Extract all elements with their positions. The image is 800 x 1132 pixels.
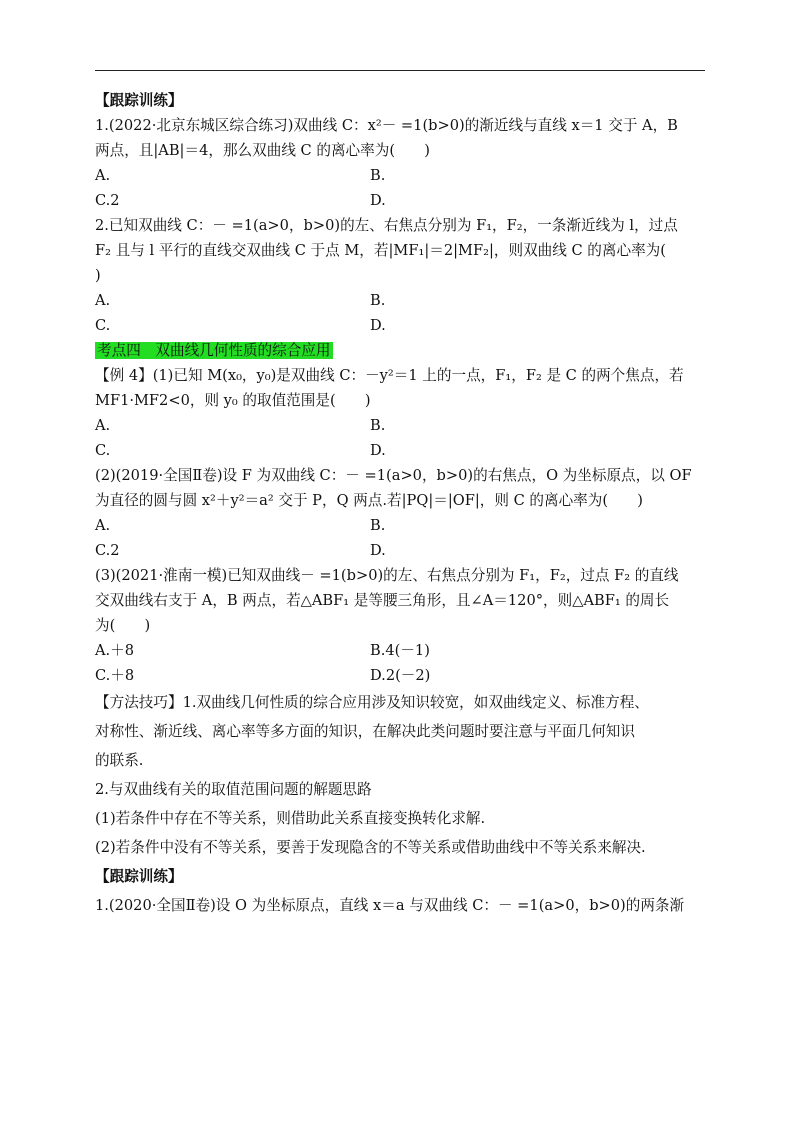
answer-options [95, 538, 707, 563]
text-line: 为( ) [95, 617, 151, 634]
option-left: A. [95, 167, 111, 184]
text-line: 1.(2020·全国Ⅱ卷)设 O 为坐标原点，直线 x＝a 与双曲线 C：－ =1(a>0，b>0)的两条渐 [95, 897, 685, 914]
option-left: C.＋8 [95, 667, 135, 684]
option-right: B. [370, 167, 386, 184]
answer-options [95, 438, 707, 463]
text-line: 对称性、渐近线、离心率等多方面的知识，在解决此类问题时要注意与平面几何知识 [95, 723, 635, 740]
answer-options [95, 188, 707, 213]
text-line: (3)(2021·淮南一模)已知双曲线－ =1(b>0)的左、右焦点分别为 F₁，F₂，过点 F₂ 的直线 [95, 567, 679, 584]
text-line: (1)若条件中存在不等关系，则借助此关系直接变换转化求解. [95, 810, 486, 827]
option-left: A. [95, 417, 111, 434]
answer-options [95, 288, 707, 313]
option-right: D.2(－2) [370, 667, 431, 684]
answer-options [95, 513, 707, 538]
option-right: D. [370, 542, 386, 559]
option-left: C. [95, 317, 111, 334]
text-line: 【例 4】(1)已知 M(x₀，y₀)是双曲线 C：－y²＝1 上的一点，F₁，F₂ 是 C 的两个焦点，若 [95, 367, 684, 384]
answer-options [95, 313, 707, 338]
text-line: MF1·MF2<0，则 y₀ 的取值范围是( ) [95, 392, 371, 409]
text-line: F₂ 且与 l 平行的直线交双曲线 C 于点 M，若|MF₁|＝2|MF₂|，则双曲线 C 的离心率为( [95, 242, 666, 259]
text-line: 为直径的圆与圆 x²＋y²＝a² 交于 P，Q 两点.若|PQ|＝|OF|，则 C 的离心率为( ) [95, 492, 643, 509]
answer-options [95, 638, 707, 663]
option-right: B. [370, 292, 386, 309]
text-line: ) [95, 267, 101, 284]
text-line: 两点，且|AB|＝4，那么双曲线 C 的离心率为( ) [95, 142, 430, 159]
option-left: C. [95, 442, 111, 459]
text-line: (2)(2019·全国Ⅱ卷)设 F 为双曲线 C：－ =1(a>0，b>0)的右焦点，O 为坐标原点，以 OF [95, 467, 692, 484]
option-left: A. [95, 517, 111, 534]
answer-options [95, 413, 707, 438]
option-left: A.＋8 [95, 642, 135, 659]
answer-options [95, 163, 707, 188]
option-right: B. [370, 417, 386, 434]
option-left: C.2 [95, 192, 120, 209]
section-label: 【跟踪训练】 [95, 92, 183, 109]
option-left: A. [95, 292, 111, 309]
header-rule [95, 70, 705, 71]
text-line: 1.(2022·北京东城区综合练习)双曲线 C：x²－ =1(b>0)的渐近线与直线 x＝1 交于 A，B [95, 117, 678, 134]
text-line: 2.已知双曲线 C：－ =1(a>0，b>0)的左、右焦点分别为 F₁，F₂，一条渐近线为 l，过点 [95, 217, 678, 234]
section-heading-text: 考点四 双曲线几何性质的综合应用 [97, 342, 331, 359]
text-line: 2.与双曲线有关的取值范围问题的解题思路 [95, 781, 372, 798]
section-heading [95, 338, 707, 363]
option-left: C.2 [95, 542, 120, 559]
option-right: D. [370, 442, 386, 459]
section-label: 【跟踪训练】 [95, 868, 183, 885]
text-line: 交双曲线右支于 A，B 两点，若△ABF₁ 是等腰三角形，且∠A＝120°，则△ABF₁ 的周长 [95, 592, 670, 609]
text-line: 【方法技巧】1.双曲线几何性质的综合应用涉及知识较宽，如双曲线定义、标准方程、 [95, 694, 649, 711]
document-body [95, 88, 707, 920]
option-right: D. [370, 192, 386, 209]
option-right: B.4(－1) [370, 642, 430, 659]
option-right: D. [370, 317, 386, 334]
text-line: 的联系. [95, 752, 144, 769]
text-line: (2)若条件中没有不等关系，要善于发现隐含的不等关系或借助曲线中不等关系来解决. [95, 839, 646, 856]
option-right: B. [370, 517, 386, 534]
answer-options [95, 663, 707, 688]
